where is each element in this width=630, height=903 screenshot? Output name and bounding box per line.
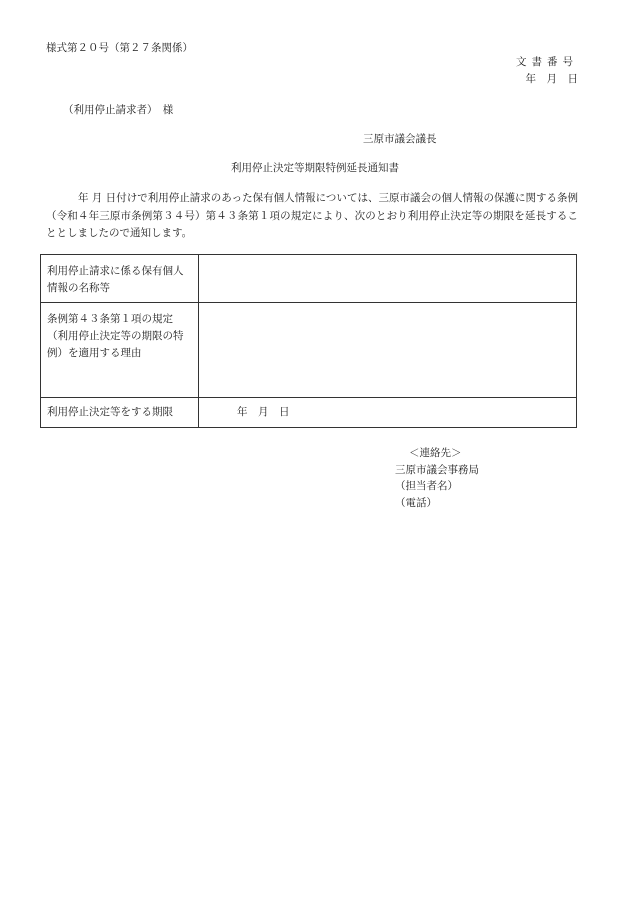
contact-block (395, 445, 479, 511)
reason-value (199, 303, 577, 398)
table-row-deadline (41, 398, 577, 428)
info-table (40, 254, 577, 428)
sender-line: 三原市議会議長 (363, 133, 437, 145)
document-number-label: 文書番号 (516, 56, 578, 68)
form-number: 様式第２０号（第２７条関係） (46, 42, 193, 54)
contact-heading: ＜連絡先＞ (409, 447, 462, 459)
document-title: 利用停止決定等期限特例延長通知書 (231, 162, 399, 174)
contact-office: 三原市議会事務局 (395, 463, 479, 476)
deadline-label: 利用停止決定等をする期限 (41, 398, 199, 428)
table-row-reason (41, 303, 577, 398)
info-name-label: 利用停止請求に係る保有個人情報の名称等 (41, 255, 199, 303)
recipient-line: （利用停止請求者） 様 (63, 104, 174, 116)
document-date-label: 年 月 日 (525, 73, 578, 85)
deadline-value: 年 月 日 (199, 398, 577, 428)
info-name-value (199, 255, 577, 303)
table-row-info-name (41, 255, 577, 303)
contact-phone: （電話） (395, 496, 437, 509)
contact-person: （担当者名） (395, 480, 458, 492)
body-paragraph: 年 月 日付けで利用停止請求のあった保有個人情報については、三原市議会の個人情報の保護に関する条例（令和４年三原市条例第３４号）第４３条第１項の規定により、次のとおり利用停止決定等の期限を延長することとしましたので通知します。 (46, 192, 578, 239)
reason-label: 条例第４３条第１項の規定（利用停止決定等の期限の特例）を適用する理由 (41, 303, 199, 398)
